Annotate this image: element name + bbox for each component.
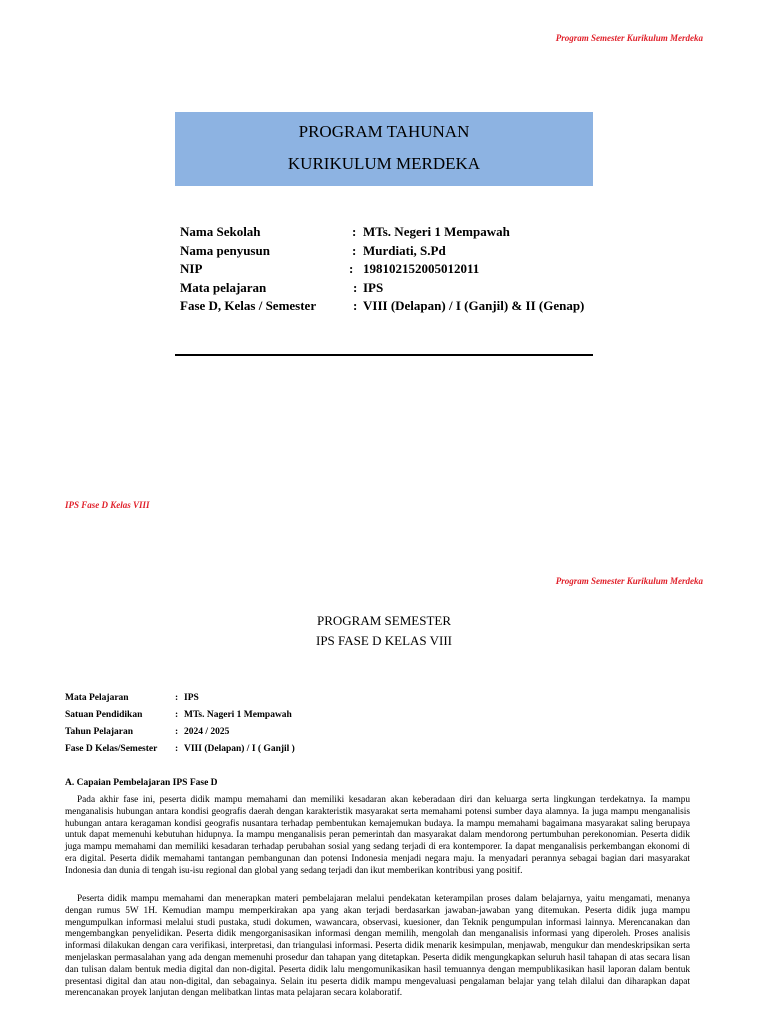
info-value: 198102152005012011 xyxy=(363,261,480,276)
section-a-heading: A. Capaian Pembelajaran IPS Fase D xyxy=(65,778,218,788)
paragraph-2: Peserta didik mampu memahami dan menerapkan materi pembelajaran melalui pendekatan keterampilan proses dalam belajarnya, yaitu mengamati, menanya dengan rumus 5W 1H. Kemudian mampu memperkirakan apa yang akan terjadi berdasarkan jawaban-jawaban yang ditemukan. Peserta didik juga mampu mengumpulkan informasi melalui studi pustaka, studi dokumen, wawancara, observasi, kuesioner, dan Teknik pengumpulan informasi lainnya. Merencanakan dan mengembangkan penyelidikan. Peserta didik mengorganisasikan informasi dengan memilih, mengolah dan menganalisis informasi yang diperoleh. Proses analisis informasi dilakukan dengan cara verifikasi, interpretasi, dan triangulasi informasi. Peserta didik menarik kesimpulan, menjawab, mengukur dan mendeskripsikan serta menjelaskan permasalahan yang ada dengan memenuhi prosedur dan tahapan yang ditetapkan. Peserta didik mengungkapkan seluruh hasil tahapan di atas secara lisan dan tulisan dalam bentuk media digital dan non-digital. Peserta didik lalu mengomunikasikan hasil temuannya dengan mempublikasikan hasil laporan dalam bentuk presentasi digital dan atau non-digital, dan sebagainya. Selain itu peserta didik mampu mengevaluasi pengalaman belajar yang telah dilalui dan diharapkan dapat merencanakan proyek lanjutan dengan melibatkan lintas mata pelajaran secara kolaboratif. xyxy=(65,894,690,999)
info-colon: : xyxy=(353,298,358,313)
info-label: Fase D, Kelas / Semester xyxy=(180,298,317,313)
title-box xyxy=(175,112,593,186)
semester-title-line-2: IPS FASE D KELAS VIII xyxy=(315,633,453,648)
info-label: Nama penyusun xyxy=(180,242,270,258)
info-colon: : xyxy=(175,727,179,737)
page2-header: Program Semester Kurikulum Merdeka xyxy=(555,576,703,586)
info-colon: : xyxy=(352,224,357,239)
horizontal-rule xyxy=(175,354,593,356)
info-colon: : xyxy=(353,279,358,295)
info-value: MTs. Negeri 1 Mempawah xyxy=(363,224,510,239)
info-label: NIP xyxy=(180,261,203,276)
semester-title-line-1: PROGRAM SEMESTER xyxy=(317,613,451,628)
info-label: Mata Pelajaran xyxy=(65,693,129,703)
paragraph-1: Pada akhir fase ini, peserta didik mampu memahami dan memiliki kesadaran akan keberadaan diri dan keluarga serta lingkungan terdekatnya. Ia mampu menganalisis hubungan antara kondisi geografis daerah dengan karakteristik masyarakat serta memahami potensi sumber daya alamnya. Ia juga mampu menganalisis hubungan antara keragaman kondisi geografis nusantara terhadap pembentukan kemajemukan budaya. Ia mampu memahami bagaimana masyarakat saling berupaya untuk dapat memenuhi kebutuhan hidupnya. Ia mampu menganalisis peran pemerintah dan masyarakat dalam mendorong pertumbuhan perekonomian. Peserta didik juga mampu memahami dan memiliki kesadaran terhadap perubahan sosial yang sedang terjadi di era kontemporer. Ia dapat menganalisis perkembangan ekonomi di era digital. Peserta didik memahami tantangan pembangunan dan potensi Indonesia menjadi negara maju. Ia menyadari perannya sebagai bagian dari masyarakat Indonesia dan dunia di tengah isu-isu regional dan global yang sedang terjadi dan ikut memberikan kontribusi yang positif. xyxy=(65,795,690,876)
info-value: 2024 / 2025 xyxy=(184,727,230,737)
title-line-1: PROGRAM TAHUNAN xyxy=(298,122,470,141)
info-colon: : xyxy=(352,242,357,258)
info-label: Nama Sekolah xyxy=(180,224,261,239)
info-colon: : xyxy=(175,710,179,720)
page1-footer: IPS Fase D Kelas VIII xyxy=(65,500,150,510)
info-colon: : xyxy=(175,744,179,754)
info-label: Fase D Kelas/Semester xyxy=(65,744,158,754)
info-value: VIII (Delapan) / I ( Ganjil ) xyxy=(184,744,295,754)
info-label: Tahun Pelajaran xyxy=(65,727,134,737)
info-value: IPS xyxy=(184,693,199,703)
info-label: Mata pelajaran xyxy=(180,279,267,295)
info-label: Satuan Pendidikan xyxy=(65,710,143,720)
title-line-2: KURIKULUM MERDEKA xyxy=(287,154,481,173)
info-value: VIII (Delapan) / I (Ganjil) & II (Genap) xyxy=(363,298,585,313)
page1-header: Program Semester Kurikulum Merdeka xyxy=(555,33,703,43)
info-value: IPS xyxy=(363,279,384,295)
info-value: Murdiati, S.Pd xyxy=(363,242,446,258)
info-colon: : xyxy=(175,693,179,703)
info-colon: : xyxy=(349,261,354,276)
info-value: MTs. Nageri 1 Mempawah xyxy=(184,710,292,720)
